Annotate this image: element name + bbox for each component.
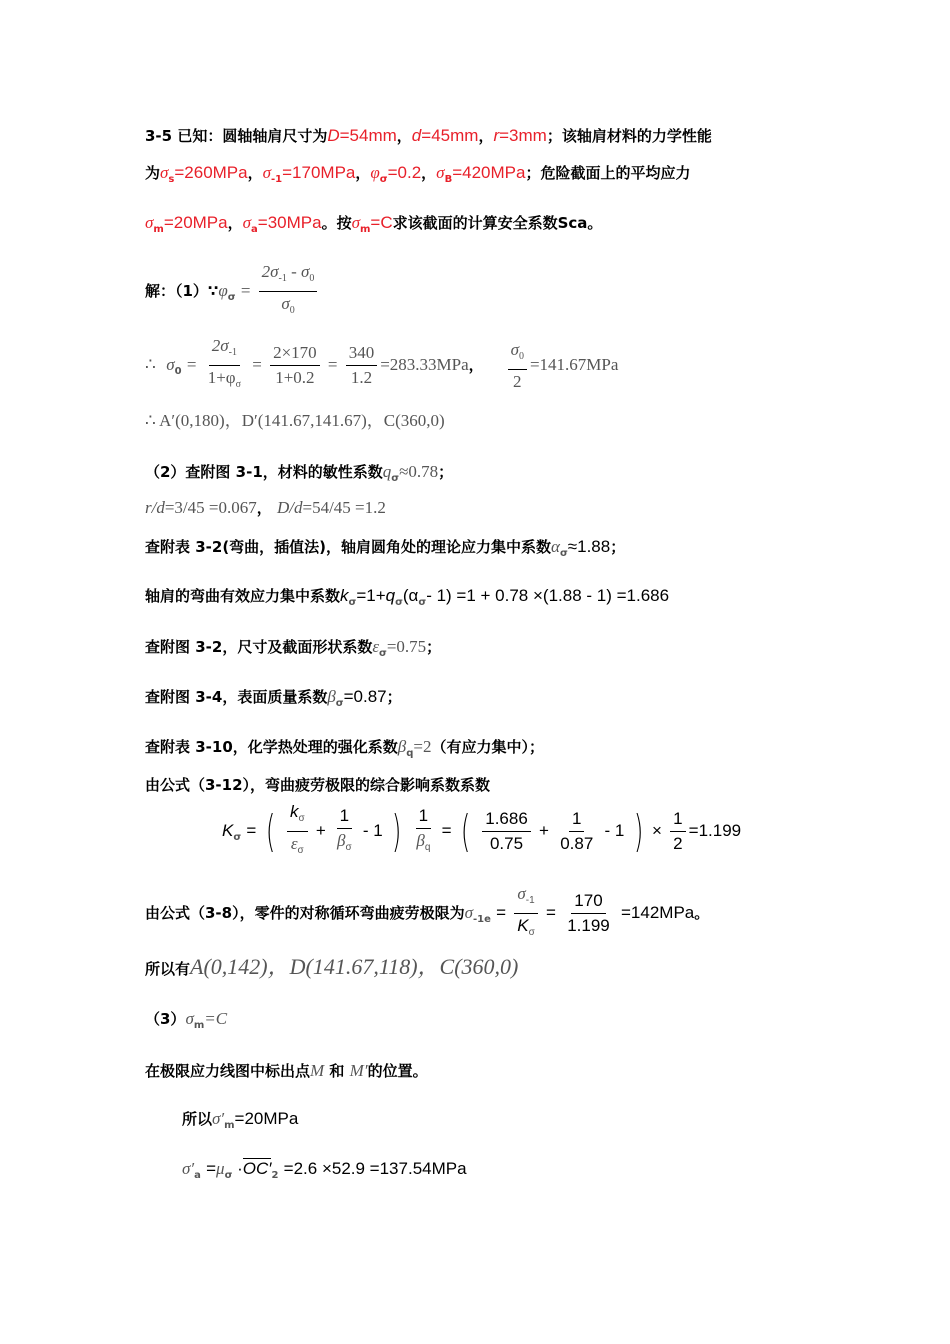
separator: ， [355,164,371,182]
text: （有应力集中）； [431,738,545,756]
equals: = [441,821,452,840]
subscript: a [251,224,258,235]
subscript: σ [298,813,305,824]
denominator: 1.199 [567,916,610,935]
denominator: 2 [513,371,522,391]
subscript: σ [297,845,304,856]
numerator: k [289,802,299,821]
symbol-epsilon: ε [372,637,380,656]
value: =0.75 [386,637,427,656]
fraction [270,343,320,388]
text: 解：（1）∵ [145,282,219,300]
fraction [482,809,531,854]
separator: ， [421,164,437,182]
symbol-sigma: σ [185,1009,194,1028]
subscript: 0 [174,366,182,377]
text: 所以有 [145,960,191,978]
plus: + [539,821,549,840]
subscript: a [194,1170,201,1181]
numerator: 1.686 [482,809,531,832]
text: （2）查附图 3-1，材料的敏性系数 [145,463,383,481]
text: ；危险截面上的平均应力 [525,164,691,182]
symbol-alpha: α [551,537,560,556]
text: 查附图 3-4，表面质量系数 [145,688,328,706]
solution-step-11 [145,774,490,796]
text: 查附表 3-2(弯曲，插值法)，轴肩圆角处的理论应力集中系数 [145,538,552,556]
subscript: σ [391,473,400,484]
denominator: K [517,916,529,935]
subscript: 0 [289,305,295,316]
text: （3） [145,1010,186,1028]
subscript: σ [335,698,344,709]
denominator: 2 [673,834,683,853]
separator: ， [468,356,484,374]
numerator: σ [517,884,526,903]
value: =C [204,1009,228,1028]
result: =142MPa [621,903,695,922]
text: 3-5 已知：圆轴轴肩尺寸为 [145,127,328,145]
subscript: σ [345,841,352,853]
value: =0.2 [387,163,422,182]
subscript: s [168,174,175,185]
subscript: -1 [228,347,237,358]
segment-OC2: OC′ [242,1159,272,1178]
text: ； [438,463,454,481]
text: 求该截面的计算安全系数Sca。 [392,214,603,232]
points: ∴ A′(0,180)，D′(141.67,141.67)，C(360,0) [145,411,445,430]
times: × [652,821,662,840]
numerator: 170 [571,891,605,914]
text: 。按 [321,214,352,232]
text: 查附图 3-2，尺寸及截面形状系数 [145,638,373,656]
denominator: σ [281,294,290,313]
symbol-mu: μ [216,1159,225,1178]
equals: = [186,355,197,374]
numerator: 2×170 [270,343,320,366]
numerator: 1 [416,806,431,829]
text: 在极限应力线图中标出点 [145,1062,311,1080]
subscript: σ [379,648,387,659]
value: =2 [413,737,432,756]
problem-line-1 [145,125,712,147]
solution-step-5 [145,497,386,519]
minus-one: - 1 [362,821,383,840]
subscript: 2 [271,1170,279,1181]
text: 由公式（3-8），零件的对称循环弯曲疲劳极限为 [145,904,465,922]
paren-open: ( [460,805,471,857]
solution-step-16 [145,1060,428,1082]
denominator: β [416,830,425,850]
numerator: 1 [569,809,584,832]
symbol-q: q [382,462,392,481]
value: =0.87 [343,687,387,706]
symbol-sigma: σ′ [212,1109,225,1128]
equals: = [252,355,262,374]
value: =30MPa [257,213,322,232]
result: =141.67MPa [529,355,619,374]
value: =420MPa [452,163,526,182]
value-d: =45mm [421,126,479,145]
subscript: q [424,841,431,853]
problem-line-2 [145,162,690,191]
paren-open: ( [265,805,275,857]
result: =283.33MPa [380,355,469,374]
subscript: σ [348,597,357,608]
solution-step-10 [145,736,544,765]
value: =3/45 =0.067 [164,498,257,517]
text: 的位置。 [367,1062,428,1080]
numerator: 1 [670,809,685,832]
denominator: 1+0.2 [275,368,315,387]
separator: ， [227,214,243,232]
symbol-d: d [411,126,422,145]
symbol-sigma: σ [166,355,175,374]
symbol-sigma: σ [436,163,445,182]
solution-step-14 [145,956,518,980]
symbol-sigma: σ [351,213,360,232]
fraction [514,884,538,943]
solution-step-1 [145,262,320,321]
subscript: σ [224,1170,233,1181]
subscript: σ [227,292,236,303]
symbol-M: M [310,1061,325,1080]
equals: = [240,281,251,300]
subscript: σ [379,174,388,185]
solution-step-7 [145,585,669,614]
subscript: m [193,1020,205,1031]
value: =260MPa [174,163,248,182]
symbol-r: r [493,126,500,145]
fraction [334,806,355,858]
subscript: σ [233,832,242,843]
text: 。 [694,904,710,922]
therefore: ∴ [145,355,156,374]
symbol-K: K [222,821,234,840]
text: 为 [145,164,161,182]
fraction [557,809,596,854]
dot: · [232,1159,243,1178]
subscript: B [444,174,453,185]
numerator-rest: - σ [291,262,310,281]
denominator: ε [290,834,298,853]
text: ； [426,638,442,656]
solution-step-13 [145,884,709,943]
ratio-D-d: D/d [277,498,303,517]
text: ； [610,538,626,556]
value: =20MPa [234,1109,299,1128]
points: A(0,142)，D(141.67,118)，C(360,0) [190,954,519,979]
value-D: =54mm [339,126,397,145]
subscript: -1 [525,895,535,906]
denominator: 0.87 [560,834,594,853]
fraction [413,806,433,858]
symbol-q: q [385,586,396,605]
subscript: σ [528,927,535,938]
solution-step-15 [145,1008,227,1037]
solution-step-6 [145,536,625,565]
solution-step-2 [145,336,618,395]
fraction [508,340,527,392]
solution-step-17 [182,1108,298,1137]
equals: = [496,903,507,922]
solution-step-8 [145,636,441,665]
symbol-sigma: σ [464,903,473,922]
separator: ， [396,127,412,145]
ratio-r-d: r/d [145,498,165,517]
subscript: σ [235,379,241,390]
fraction [346,343,378,388]
text: ；该轴肩材料的力学性能 [546,127,712,145]
value: ≈0.78 [399,462,439,481]
text: 由公式（3-12），弯曲疲劳极限的综合影响系数系数 [145,776,491,794]
numerator: σ [510,339,519,359]
symbol-sigma: σ [262,163,272,182]
value-r: =3mm [499,126,547,145]
symbol-D: D [327,126,340,145]
symbol-sigma: σ [160,163,169,182]
value: =C [370,213,393,232]
symbol-sigma: σ′ [182,1159,195,1178]
separator: ， [478,127,494,145]
paren-close: ) [633,805,643,857]
fraction [564,891,613,936]
fraction [287,802,308,861]
minus-one: - 1 [604,821,625,840]
subscript: 0 [309,273,315,284]
subscript: m [359,224,371,235]
numerator: 340 [346,343,378,366]
value: ≈1.88 [567,537,611,556]
paren-close: ) [391,805,402,857]
subscript: σ [395,597,403,608]
symbol-M-prime: M′ [349,1061,368,1080]
subscript: σ [418,597,427,608]
text: 所以 [182,1110,213,1128]
symbol-sigma: σ [145,213,154,232]
subscript: 0 [518,350,524,362]
value: (α [402,586,419,605]
denominator: β [337,830,346,850]
equals: = [246,821,257,840]
equals: = [206,1159,217,1178]
symbol-beta: β [327,687,336,706]
subscript: -1 [271,174,283,185]
symbol-phi: φ [218,281,228,300]
result: =2.6 ×52.9 =137.54MPa [283,1159,467,1178]
separator: ， [256,499,272,517]
value: =20MPa [163,213,228,232]
text: 轴肩的弯曲有效应力集中系数 [145,587,341,605]
subscript: m [224,1120,235,1131]
numerator: 2σ [211,336,229,355]
formula-K-sigma [222,802,741,861]
problem-line-3 [145,212,602,241]
value: - 1) =1 + 0.78 ×(1.88 - 1) =1.686 [426,586,670,605]
symbol-beta: β [397,737,407,756]
symbol-sigma: σ [242,213,252,232]
solution-step-18 [182,1158,467,1187]
equals: = [327,355,338,374]
solution-step-9 [145,686,402,715]
denominator: 1+φ [207,368,236,387]
subscript: σ [559,548,568,559]
separator: ， [247,164,263,182]
numerator: 1 [337,806,352,829]
fraction [259,262,318,321]
denominator: 1.2 [350,368,373,387]
subscript: q [406,748,414,759]
fraction [670,809,685,854]
solution-step-4 [145,461,453,490]
subscript: -1e [473,914,491,925]
text: 和 [329,1062,345,1080]
fraction [205,336,244,395]
result: =1.199 [688,821,742,840]
equals: = [546,903,556,922]
denominator: 0.75 [489,834,524,853]
value: =54/45 =1.2 [302,498,386,517]
solution-step-3 [145,410,445,432]
text: 查附表 3-10，化学热处理的强化系数 [145,738,398,756]
text: ； [386,688,402,706]
symbol-k: k [340,586,349,605]
value: =1+ [356,586,386,605]
subscript: m [153,224,164,235]
value: =170MPa [282,163,356,182]
plus: + [315,821,326,840]
numerator: 2σ [261,262,279,281]
subscript: -1 [278,273,287,284]
symbol-phi: φ [370,163,380,182]
